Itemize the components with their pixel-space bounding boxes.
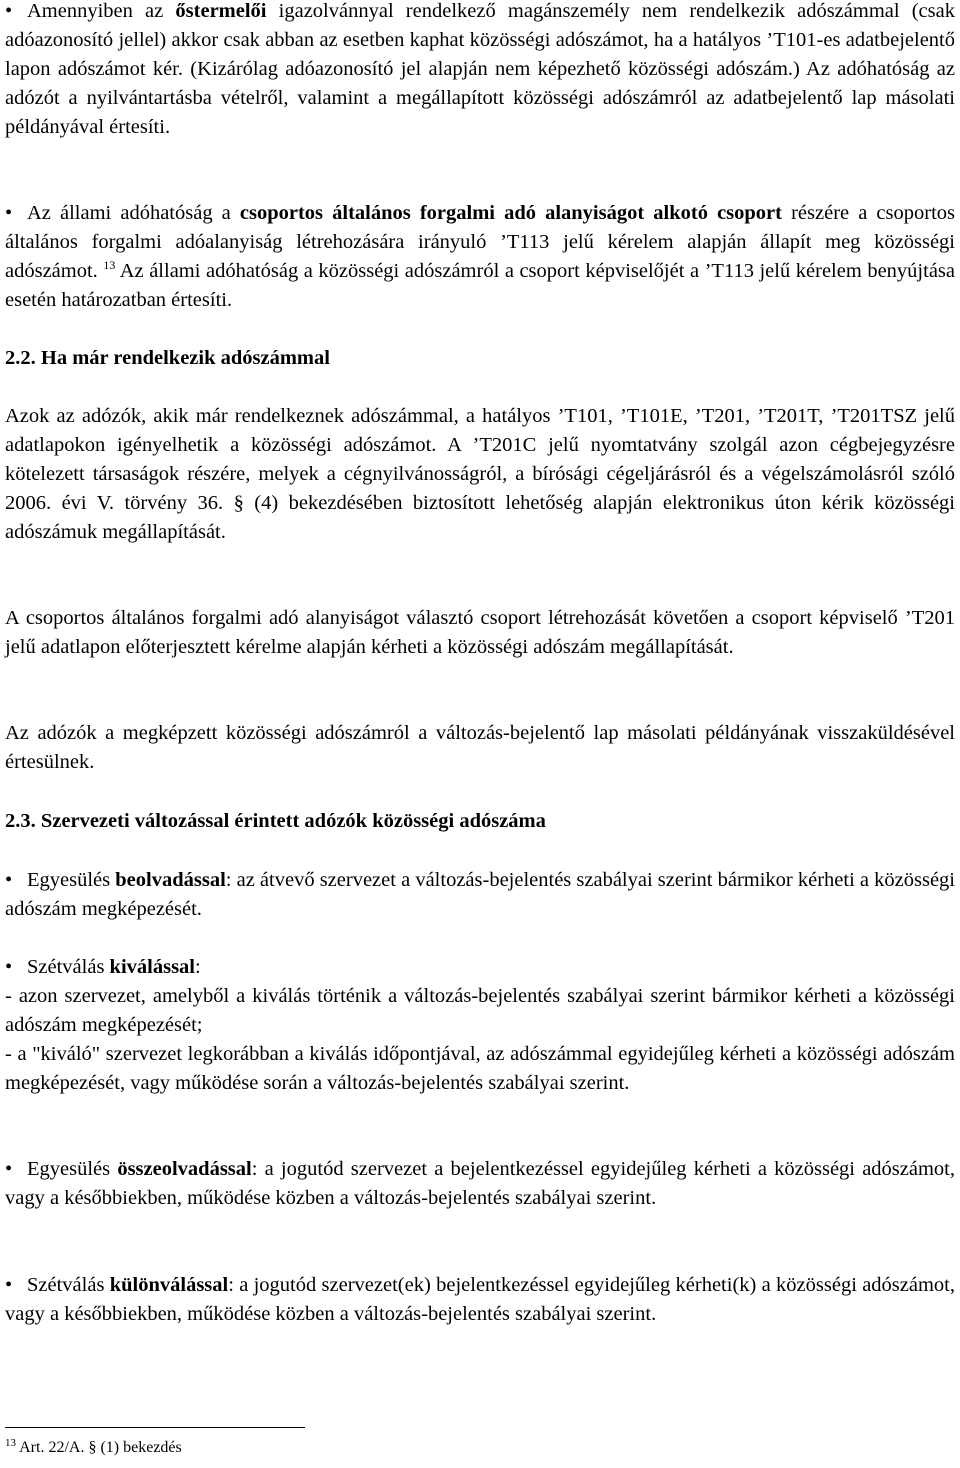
paragraph-kulonvalas: • Szétválás különválással: a jogutód szervezet(ek) bejelentkezéssel egyidejűleg kérheti(k) a közösségi adószámot, vagy a későbbiekben, működése közben a változás-bejelentés szabályai szerint. <box>5 1271 955 1329</box>
bold-term: beolvadással <box>115 869 226 891</box>
paragraph-kivalas-a: - azon szervezet, amelyből a kiválás történik a változás-bejelentés szabályai szerint bármikor kérheti a közösségi adószám megképezését; <box>5 985 955 1036</box>
bullet-marker: • <box>5 1274 13 1296</box>
bold-term: kiválással <box>109 956 195 978</box>
bullet-marker: • <box>5 956 13 978</box>
paragraph-adoszammal: Azok az adózók, akik már rendelkeznek adószámmal, a hatályos ’T101, ’T101E, ’T201, ’T201T, ’T201TSZ jelű adatlapokon igényelhetik a közösségi adószámot. A ’T201C jelű nyomtatvány szolgál azon cégbejegyzésre kötelezett társaságok részére, melyek a cégnyilvánosságról, a bírósági cégeljárásról és a végelszámolásról szóló 2006. évi V. törvény 36. § (4) bekezdésében biztosított lehetőség alapján elektronikus úton kérik közösségi adószámuk megállapítását. <box>5 405 955 543</box>
paragraph-csoport-kepviselo: A csoportos általános forgalmi adó alanyiságot választó csoport létrehozását követően a csoport képviselő ’T201 jelű adatlapon előterjesztett kérelme alapján kérheti a közösségi adószám megállapítását. <box>5 607 955 658</box>
section-heading-2-2: 2.2. Ha már rendelkezik adószámmal <box>5 347 330 369</box>
footnote <box>5 1438 182 1458</box>
bullet-marker: • <box>5 0 13 22</box>
paragraph-ertesulnek: Az adózók a megképzett közösségi adószámról a változás-bejelentő lap másolati példányának visszaküldésével értesülnek. <box>5 722 955 773</box>
footnote-separator <box>5 1427 305 1428</box>
footnote-text: Art. 22/A. § (1) bekezdés <box>19 1439 182 1456</box>
paragraph-kivalas-b: - a "kiváló" szervezet legkorábban a kiválás időpontjával, az adószámmal egyidejűleg kérheti a közösségi adószám megképezését, vagy működése során a változás-bejelentés szabályai szerint. <box>5 1043 955 1094</box>
footnote-ref[interactable]: 13 <box>103 258 116 272</box>
paragraph-beolvadas: • Egyesülés beolvadással: az átvevő szervezet a változás-bejelentés szabályai szerint bármikor kérheti a közösségi adószám megképezését. <box>5 866 955 924</box>
footnote-number: 13 <box>5 1437 16 1449</box>
paragraph-ostermeloi: • Amennyiben az őstermelői igazolvánnyal rendelkező magánszemély nem rendelkezik adószámmal (csak adóazonosító jellel) akkor csak abban az esetben kaphat közösségi adószámot, ha a hatályos ’T101-es adatbejelentő lapon adószámot kér. (Kizárólag adóazonosító jel alapján nem képezhető közösségi adószám.) Az adóhatóság az adózót a nyilvántartásba vételről, valamint a megállapított közösségi adószámról az adatbejelentő lap másolati példányával értesíti. <box>5 0 955 142</box>
bold-term: összeolvadással <box>117 1158 252 1180</box>
bold-term: különválással <box>109 1274 229 1296</box>
bold-term: csoportos általános forgalmi adó alanyiságot alkotó csoport <box>239 202 782 224</box>
paragraph-kivalas: • Szétválás kiválással: <box>5 953 955 982</box>
section-heading-2-3: 2.3. Szervezeti változással érintett adózók közösségi adószáma <box>5 810 546 832</box>
bullet-marker: • <box>5 1158 13 1180</box>
bullet-marker: • <box>5 869 13 891</box>
bold-term: őstermelői <box>175 0 267 22</box>
bullet-marker: • <box>5 202 13 224</box>
paragraph-csoportos: • Az állami adóhatóság a csoportos általános forgalmi adó alanyiságot alkotó csoport részére a csoportos általános forgalmi adóalanyiság létrehozására irányuló ’T113 jelű kérelem alapján állapít meg közösségi adószámot. $^{13}$ Az állami adóhatóság a közösségi adószámról a csoport képviselőjét a ’T113 jelű kérelem benyújtása esetén határozatban értesíti. <box>5 199 955 315</box>
paragraph-osszeolvadas: • Egyesülés összeolvadással: a jogutód szervezet a bejelentkezéssel egyidejűleg kérheti a közösségi adószámot, vagy a későbbiekben, működése közben a változás-bejelentés szabályai szerint. <box>5 1155 955 1213</box>
